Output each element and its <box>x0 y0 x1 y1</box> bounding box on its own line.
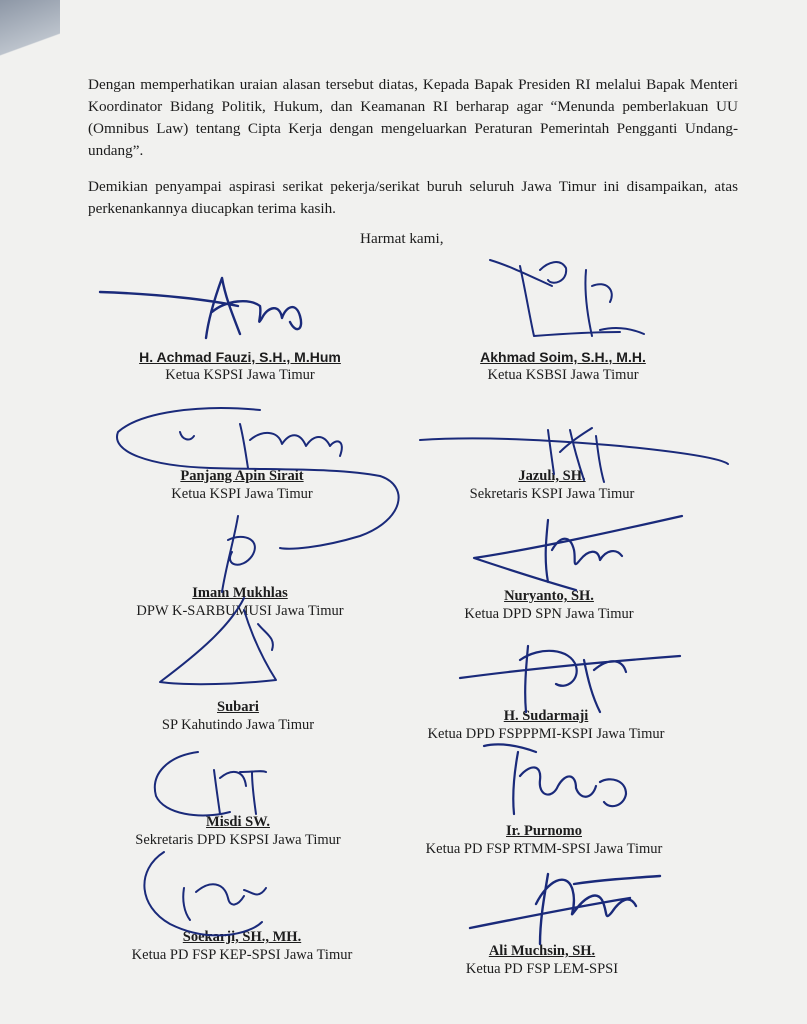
signatory-role: Ketua DPD SPN Jawa Timur <box>464 606 634 622</box>
signatory-name: Nuryanto, SH. <box>504 588 594 604</box>
signatory-role: Ketua KSBSI Jawa Timur <box>487 367 639 383</box>
signatory-name: Jazuli, SH. <box>518 468 586 484</box>
signatory-block-8 <box>396 707 696 744</box>
signatory-role: Ketua KSPI Jawa Timur <box>171 486 313 502</box>
signatory-role: Sekretaris DPD KSPSI Jawa Timur <box>135 832 341 848</box>
signatory-block-11 <box>92 928 392 965</box>
signatory-block-7 <box>88 698 388 735</box>
signatory-block-2 <box>413 348 713 385</box>
signatory-role: Ketua PD FSP KEP-SPSI Jawa Timur <box>131 947 353 963</box>
signatory-name: H. Achmad Fauzi, S.H., M.Hum <box>139 349 341 365</box>
signatory-name: Subari <box>217 699 259 715</box>
signatory-name: Akhmad Soim, S.H., M.H. <box>480 349 646 365</box>
signatory-role: Ketua PD FSP RTMM-SPSI Jawa Timur <box>425 841 663 857</box>
signatory-block-6 <box>399 587 699 624</box>
paragraph-closing-remark: Demikian penyampai aspirasi serikat pekerja/serikat buruh seluruh Jawa Timur ini disampaikan, atas perkenankannya diucapkan terima kasih. <box>88 178 738 217</box>
signatory-block-4 <box>402 467 702 504</box>
signatory-name: Ir. Purnomo <box>506 823 582 839</box>
signatory-name: Misdi SW. <box>206 814 270 830</box>
signatory-role: DPW K-SARBUMUSI Jawa Timur <box>136 603 344 619</box>
signatory-block-5 <box>90 584 390 621</box>
signatory-name: Imam Mukhlas <box>192 585 288 601</box>
signatory-block-1 <box>90 348 390 385</box>
signatory-role: Ketua PD FSP LEM-SPSI <box>465 961 619 977</box>
signatory-block-9 <box>88 813 388 850</box>
signatory-role: Ketua DPD FSPPPMI-KSPI Jawa Timur <box>427 726 665 742</box>
signatory-name: H. Sudarmaji <box>503 708 589 724</box>
signatory-block-12 <box>392 942 692 979</box>
signatory-role: SP Kahutindo Jawa Timur <box>161 717 315 733</box>
signatory-block-3 <box>92 467 392 504</box>
signatory-role: Sekretaris KSPI Jawa Timur <box>469 486 635 502</box>
signatory-name: Panjang Apin Sirait <box>180 468 304 484</box>
signatory-name: Soekarji, SH., MH. <box>182 929 302 945</box>
paragraph-request: Dengan memperhatikan uraian alasan tersebut diatas, Kepada Bapak Presiden RI melalui Bapak Menteri Koordinator Bidang Politik, Hukum, dan Keamanan RI berharap agar “Menunda pemberlakuan UU (Omnibus Law) tentang Cipta Kerja dengan mengeluarkan Peraturan Pemerintah Pengganti Undang-undang”. <box>88 76 738 159</box>
signatory-name: Ali Muchsin, SH. <box>488 943 596 959</box>
closing-salutation: Harmat kami, <box>360 230 444 247</box>
signatory-block-10 <box>394 822 694 859</box>
signatory-role: Ketua KSPSI Jawa Timur <box>165 367 315 383</box>
